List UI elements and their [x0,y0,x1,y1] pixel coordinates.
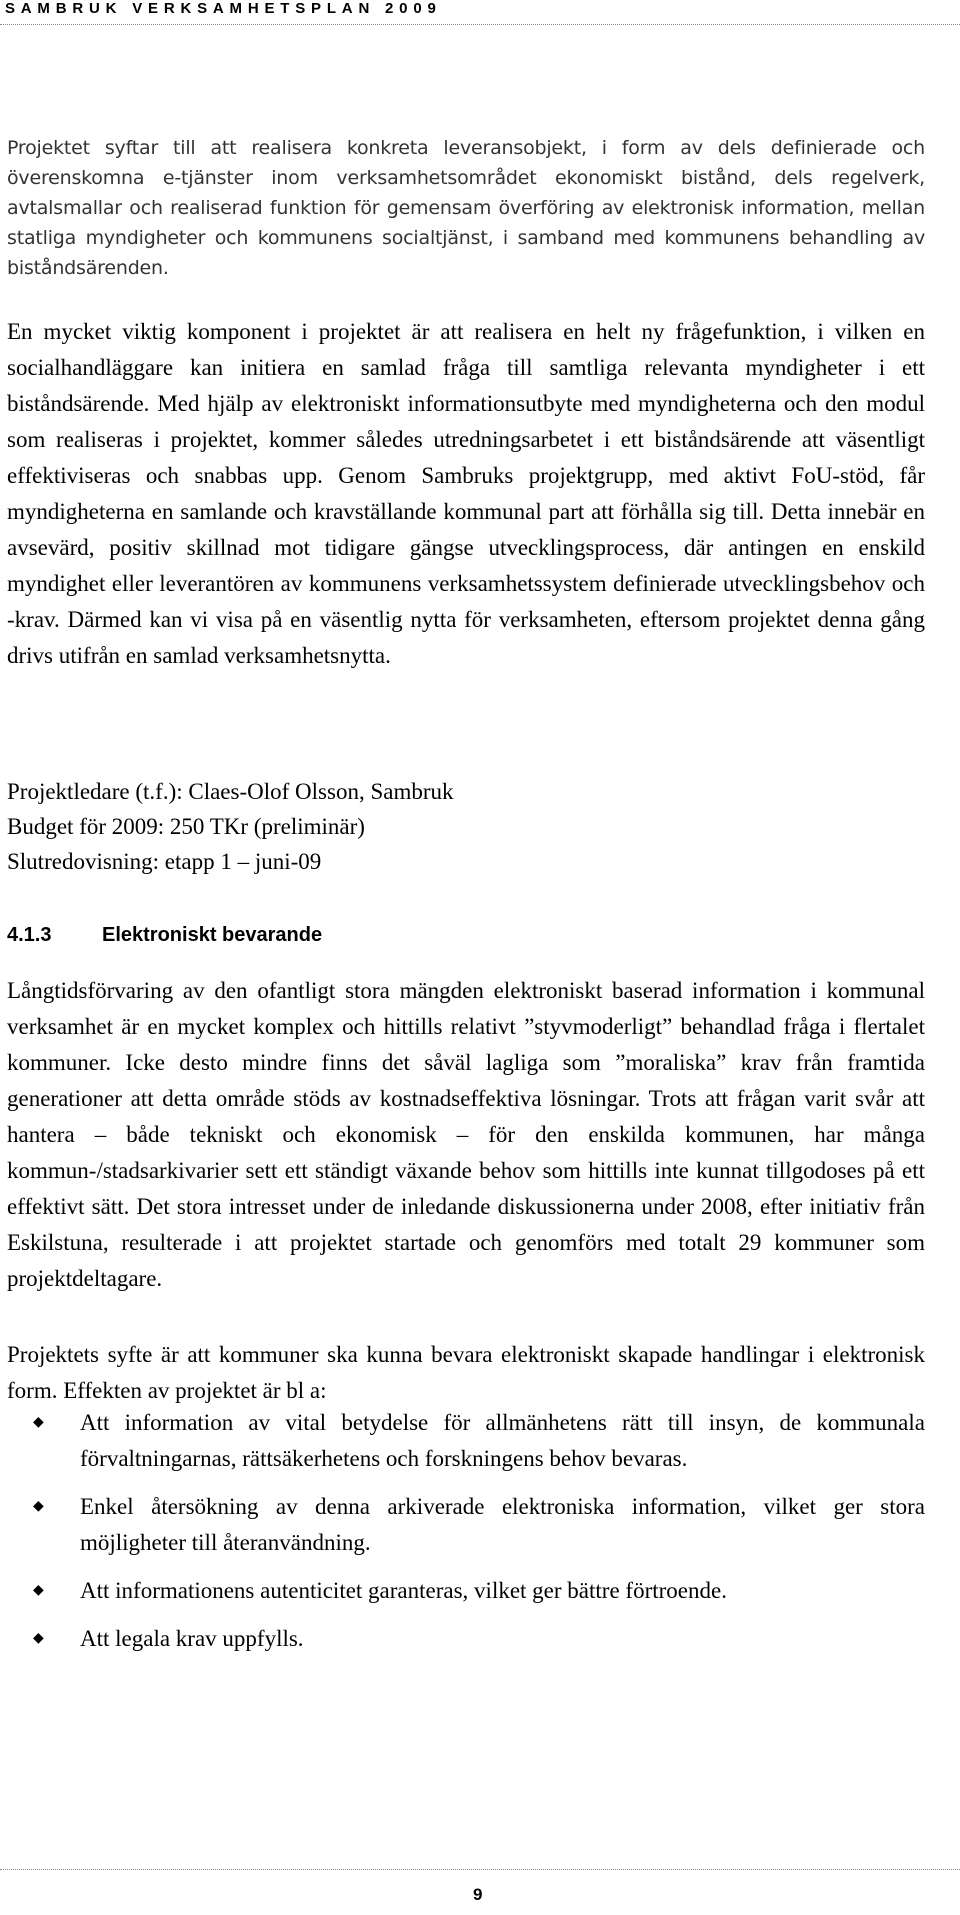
diamond-bullet-icon: ◆ [33,1583,44,1598]
list-item-text: Att information av vital betydelse för allmänhetens rätt till insyn, de kommunala förvaltningarnas, rättsäkerhetens och forskningens behov bevaras. [80,1410,925,1471]
diamond-bullet-icon: ◆ [33,1631,44,1646]
list-item [7,1573,925,1609]
intro-paragraph: Projektet syftar till att realisera konkreta leveransobjekt, i form av dels definierade och överenskomna e-tjänster inom verksamhetsområdet ekonomiskt bistånd, dels regelverk, avtalsmallar och realiserad funktion för gemensam överföring av elektronisk information, mellan statliga myndigheter och kommunens socialtjänst, i samband med kommunens behandling av biståndsärenden. [7,137,925,279]
archive-paragraph: Långtidsförvaring av den ofantligt stora mängden elektroniskt baserad information i kommunal verksamhet är en mycket komplex och hittills relativt ”styvmoderligt” behandlad fråga i flertalet kommuner. Icke desto mindre finns det såväl lagliga som ”moraliska” krav från framtida generationer att detta område stöds av kostnadseffektiva lösningar. Trots att frågan varit svår att hantera – både tekniskt och ekonomisk – för den enskilda kommunen, har många kommun-/stadsarkivarier sett ett ständigt växande behov som hittills inte kunnat tillgodoses på ett effektivt sätt. Det stora intresset under de inledande diskussionerna under 2008, efter initiativ från Eskilstuna, resulterade i att projektet startade och genomförs med totalt 29 kommuner som projektdeltagare. [7,978,925,1291]
section-number: 4.1.3 [7,924,52,946]
list-item-text: Att legala krav uppfylls. [80,1626,304,1651]
list-item-text: Enkel återsökning av denna arkiverade elektroniska information, vilket ger stora möjligheter till återanvändning. [80,1494,925,1555]
project-leader: Projektledare (t.f.): Claes-Olof Olsson, Sambruk [7,779,454,804]
diamond-bullet-icon: ◆ [33,1499,44,1514]
list-item [7,1405,925,1477]
purpose-paragraph: Projektets syfte är att kommuner ska kunna bevara elektroniskt skapade handlingar i elektronisk form. Effekten av projektet är bl a: [7,1342,925,1403]
list-item-text: Att informationens autenticitet garanteras, vilket ger bättre förtroende. [80,1578,727,1603]
diamond-bullet-icon: ◆ [33,1415,44,1430]
component-paragraph: En mycket viktig komponent i projektet är att realisera en helt ny frågefunktion, i vilken en socialhandläggare kan initiera en samlad fråga till samtliga relevanta myndigheter i ett biståndsärende. Med hjälp av elektroniskt informationsutbyte med myndigheterna och den modul som realiseras i projektet, kommer således utredningsarbetet i ett biståndsärende att väsentligt effektiviseras och snabbas upp. Genom Sambruks projektgrupp, med aktivt FoU-stöd, får myndigheterna en samlande och kravställande kommunal part att förhålla sig till. Detta innebär en avsevärd, positiv skillnad mot tidigare gängse utvecklingsprocess, där antingen en enskild myndighet eller leverantören av kommunens verksamhetssystem definierade utvecklingsbehov och -krav. Därmed kan vi visa på en väsentlig nytta för verksamheten, eftersom projektet denna gång drivs utifrån en samlad verksamhetsnytta. [7,319,925,668]
effects-list [7,1405,925,1669]
list-item [7,1621,925,1657]
project-budget: Budget för 2009: 250 TKr (preliminär) [7,814,365,839]
page-number: 9 [473,1885,483,1904]
section-title: Elektroniskt bevarande [102,924,323,946]
project-final-report: Slutredovisning: etapp 1 – juni-09 [7,849,322,874]
section-heading [7,924,322,947]
footer-rule [0,1869,960,1870]
header-rule [0,24,960,26]
running-header: SAMBRUK VERKSAMHETSPLAN 2009 [5,0,442,17]
list-item [7,1489,925,1561]
project-info [7,774,454,879]
